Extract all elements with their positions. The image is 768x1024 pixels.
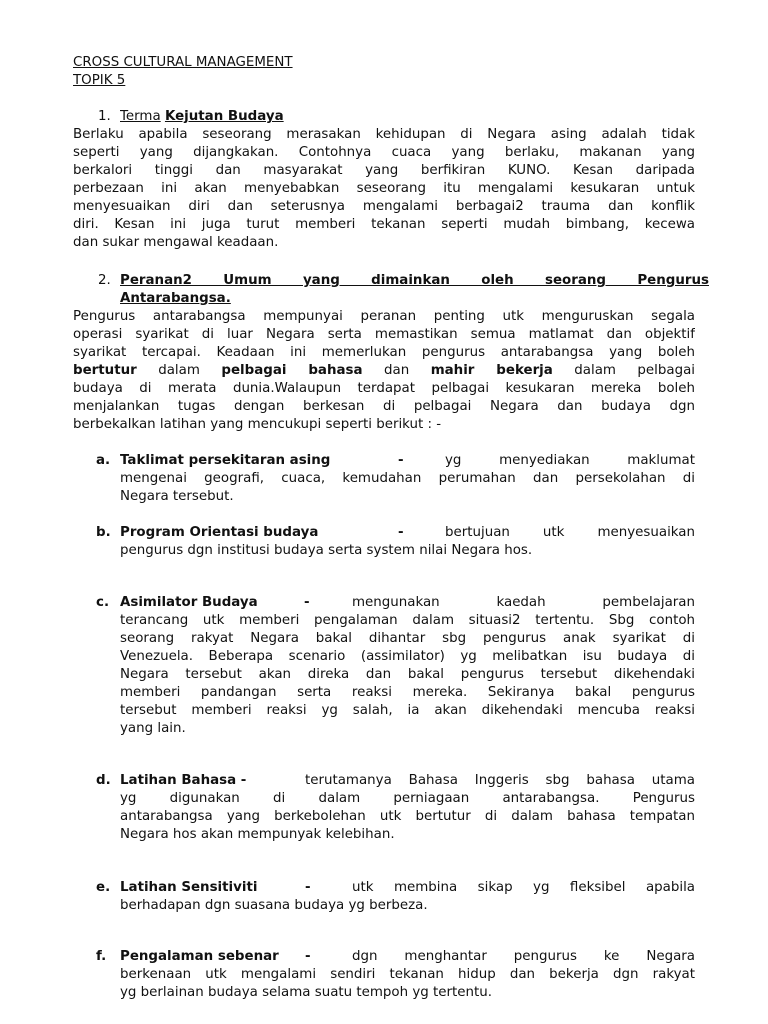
item-d-line: yg digunakan di dalam perniagaan antarabangsa. Pengurus	[120, 791, 695, 806]
section1-term: Kejutan Budaya	[164, 109, 284, 124]
item-f-line: yg berlainan budaya selama suatu tempoh yg tertentu.	[120, 985, 493, 1000]
item-f-line: berkenaan utk mengalami sendiri tekanan hidup dan bekerja dgn rakyat	[120, 967, 695, 982]
section1-heading	[120, 108, 520, 126]
item-d-line: Negara hos akan mempunyak kelebihan.	[120, 827, 395, 842]
section2-line-mixed	[73, 362, 695, 380]
section1-line: menyesuaikan diri dan seterusnya mengalami berbagai2 trauma dan konflik	[73, 199, 695, 214]
item-b-title: Program Orientasi budaya	[120, 525, 319, 540]
item-d-line: antarabangsa yang berkebolehan utk bertutur di dalam bahasa tempatan	[120, 809, 695, 824]
item-c-line: Venezuela. Beberapa scenario (assimilator) yg melibatkan isu budaya di	[120, 649, 695, 664]
item-f-first: dgn menghantar pengurus ke Negara	[352, 949, 695, 964]
item-a-title-text: Taklimat persekitaran asing	[120, 453, 331, 468]
item-f-letter: f.	[96, 949, 107, 964]
item-c-first: mengunakan kaedah pembelajaran	[352, 595, 695, 610]
section2-line: menjalankan tugas dengan berkesan di pelbagai Negara dan budaya dgn	[73, 399, 695, 414]
item-a-line: mengenai geografi, cuaca, kemudahan perumahan dan persekolahan di	[120, 471, 695, 486]
item-e-first: utk membina sikap yg fleksibel apabila	[352, 880, 695, 895]
item-e-line: berhadapan dgn suasana budaya yg berbeza.	[120, 898, 428, 913]
item-b-first: bertujuan utk menyesuaikan	[445, 525, 695, 540]
section2-number: 2.	[98, 273, 111, 288]
item-d-letter: d.	[96, 773, 111, 788]
item-c-line: terancang utk memberi pengalaman dalam situasi2 tertentu. Sbg contoh	[120, 613, 695, 628]
section2-heading-line2: Antarabangsa.	[120, 291, 231, 306]
item-c-dash: -	[304, 595, 310, 610]
item-c-line: Negara tersebut akan direka dan bakal pengurus tersebut dikehendaki	[120, 667, 695, 682]
section1-label: Terma	[120, 109, 161, 124]
item-b-dash: -	[398, 525, 404, 540]
bold-bertutur: bertutur	[73, 363, 137, 378]
item-a-first: yg menyediakan maklumat	[445, 453, 695, 468]
section1-line: berkalori tinggi dan masyarakat yang berfikiran KUNO. Kesan daripada	[73, 163, 695, 178]
item-c-title: Asimilator Budaya	[120, 595, 258, 610]
item-a-title	[120, 452, 380, 470]
item-b-line: pengurus dgn institusi budaya serta system nilai Negara hos.	[120, 543, 533, 558]
item-e-title: Latihan Sensitiviti	[120, 880, 258, 895]
section1-line: perbezaan ini akan menyebabkan seseorang itu mengalami kesukaran untuk	[73, 181, 695, 196]
section1-line: diri. Kesan ini juga turut memberi tekanan seperti mudah bimbang, kecewa	[73, 217, 695, 232]
document-subtitle: TOPIK 5	[73, 73, 126, 88]
section2-heading-line1: Peranan2 Umum yang dimainkan oleh seorang Pengurus	[120, 273, 709, 288]
text-fragment: dan	[362, 363, 431, 378]
item-e-letter: e.	[96, 880, 111, 895]
section1-number: 1.	[98, 109, 111, 124]
item-f-title: Pengalaman sebenar	[120, 949, 279, 964]
section1-line: seperti yang dijangkakan. Contohnya cuaca yang berlaku, makanan yang	[73, 145, 695, 160]
bold-pelbagai-bahasa: pelbagai bahasa	[221, 363, 363, 378]
item-b-letter: b.	[96, 525, 111, 540]
item-f-dash: -	[305, 949, 311, 964]
bold-mahir-bekerja: mahir bekerja	[430, 363, 553, 378]
item-c-letter: c.	[96, 595, 110, 610]
item-a-dash: -	[398, 453, 404, 468]
text-fragment: dalam	[136, 363, 222, 378]
section2-line: operasi syarikat di luar Negara serta memastikan semua matlamat dan objektif	[73, 327, 695, 342]
item-c-line: tersebut memberi reaksi yg salah, ia akan dikehendaki mencuba reaksi	[120, 703, 695, 718]
section2-line: budaya di merata dunia.Walaupun terdapat pelbagai kesukaran mereka boleh	[73, 381, 695, 396]
item-a-letter: a.	[96, 453, 111, 468]
item-c-line: seorang rakyat Negara bakal dihantar sbg pengurus anak syarikat di	[120, 631, 695, 646]
item-d-title: Latihan Bahasa -	[120, 773, 247, 788]
item-d-first: terutamanya Bahasa Inggeris sbg bahasa utama	[305, 773, 695, 788]
item-e-dash: -	[305, 880, 311, 895]
item-a-line: Negara tersebut.	[120, 489, 234, 504]
document-title: CROSS CULTURAL MANAGEMENT	[73, 55, 293, 70]
section2-line: berbekalkan latihan yang mencukupi seperti berikut : -	[73, 417, 442, 432]
section1-line: dan sukar mengawal keadaan.	[73, 235, 279, 250]
item-c-line: memberi pandangan serta reaksi mereka. Sekiranya bakal pengurus	[120, 685, 695, 700]
section1-line: Berlaku apabila seseorang merasakan kehidupan di Negara asing adalah tidak	[73, 127, 695, 142]
section2-line: Pengurus antarabangsa mempunyai peranan penting utk menguruskan segala	[73, 309, 695, 324]
item-c-line: yang lain.	[120, 721, 186, 736]
section2-line: syarikat tercapai. Keadaan ini memerlukan pengurus antarabangsa yang boleh	[73, 345, 695, 360]
text-fragment: dalam pelbagai	[552, 363, 695, 378]
